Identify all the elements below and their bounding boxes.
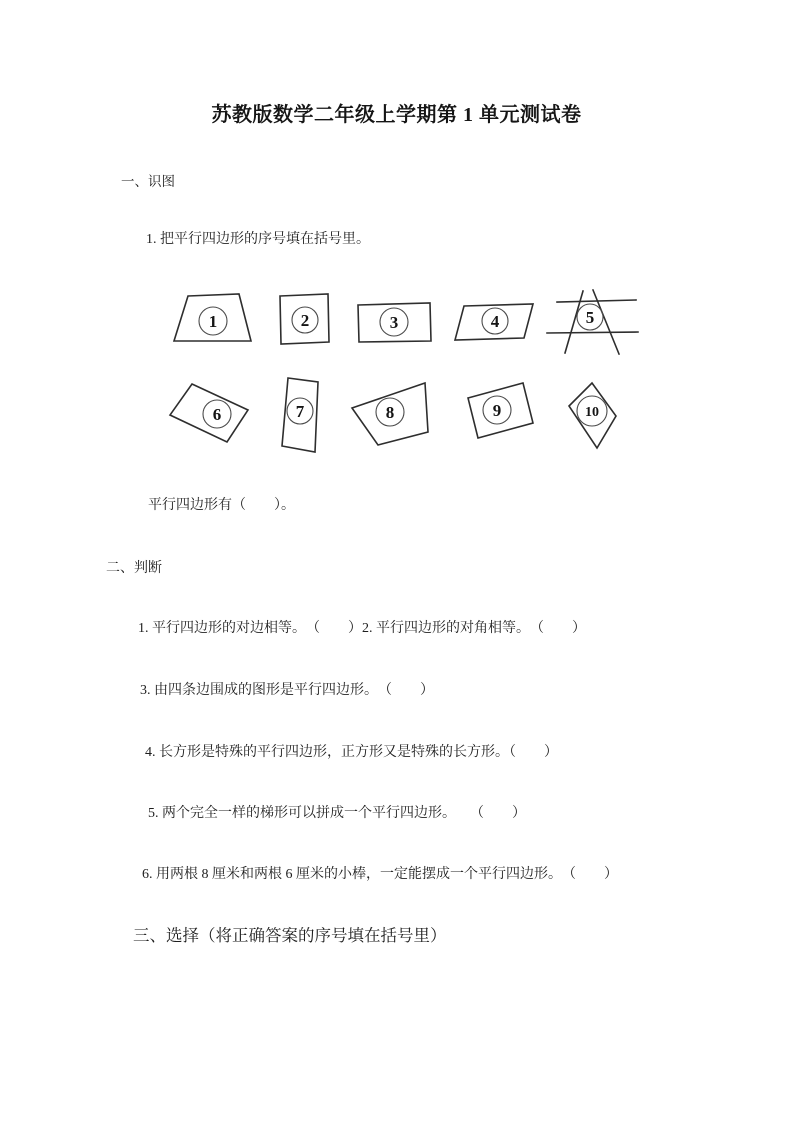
shape-1-trapezoid [174, 294, 251, 341]
section1-heading: 一、识图 [121, 174, 175, 189]
shapes-figure [140, 275, 670, 470]
section2-heading: 二、判断 [106, 561, 162, 576]
judgment-line-4: 4. 长方形是特殊的平行四边形，正方形又是特殊的长方形。（ ） [145, 745, 558, 760]
shape-number-label: 4 [490, 312, 500, 332]
judgment-line-3: 3. 由四条边围成的图形是平行四边形。 （ ） [140, 683, 434, 698]
shape-6-parallelogram [170, 384, 248, 442]
shape-number-label: 9 [492, 401, 502, 421]
judgment-line-5: 5. 两个完全一样的梯形可以拼成一个平行四边形。 （ ） [148, 806, 526, 821]
page-title: 苏教版数学二年级上学期第 1 单元测试卷 [211, 104, 582, 126]
shape-8-quadrilateral [352, 383, 428, 445]
shape-number-label: 2 [300, 311, 310, 331]
judgment-line-1-2: 1. 平行四边形的对边相等。 （ ）2. 平行四边形的对角相等。 （ ） [138, 621, 586, 636]
shape-10-rhombus [569, 383, 616, 448]
fill-in-answer-line: 平行四边形有（ ）。 [148, 498, 295, 513]
shape-4-parallelogram [455, 304, 533, 340]
shape-number-label: 5 [585, 308, 595, 328]
shape-number-label: 1 [208, 312, 218, 332]
shape-number-label: 8 [385, 403, 395, 423]
shape-5-crossed-lines [547, 290, 638, 354]
shape-number-label: 10 [585, 405, 599, 421]
section3-heading: 三、选择（将正确答案的序号填在括号里） [133, 926, 447, 945]
shape-9-tilted-rectangle [468, 383, 533, 438]
shape-number-label: 7 [295, 402, 305, 422]
judgment-line-6: 6. 用两根 8 厘米和两根 6 厘米的小棒，一定能摆成一个平行四边形。 （ ） [142, 867, 618, 882]
shape-3-rectangle [358, 303, 431, 342]
shape-7-parallelogram [282, 378, 318, 452]
shape-2-square [280, 294, 329, 344]
question-1-text: 1. 把平行四边形的序号填在括号里。 [146, 232, 370, 247]
shape-number-label: 3 [389, 313, 399, 333]
shape-number-label: 6 [212, 405, 222, 425]
